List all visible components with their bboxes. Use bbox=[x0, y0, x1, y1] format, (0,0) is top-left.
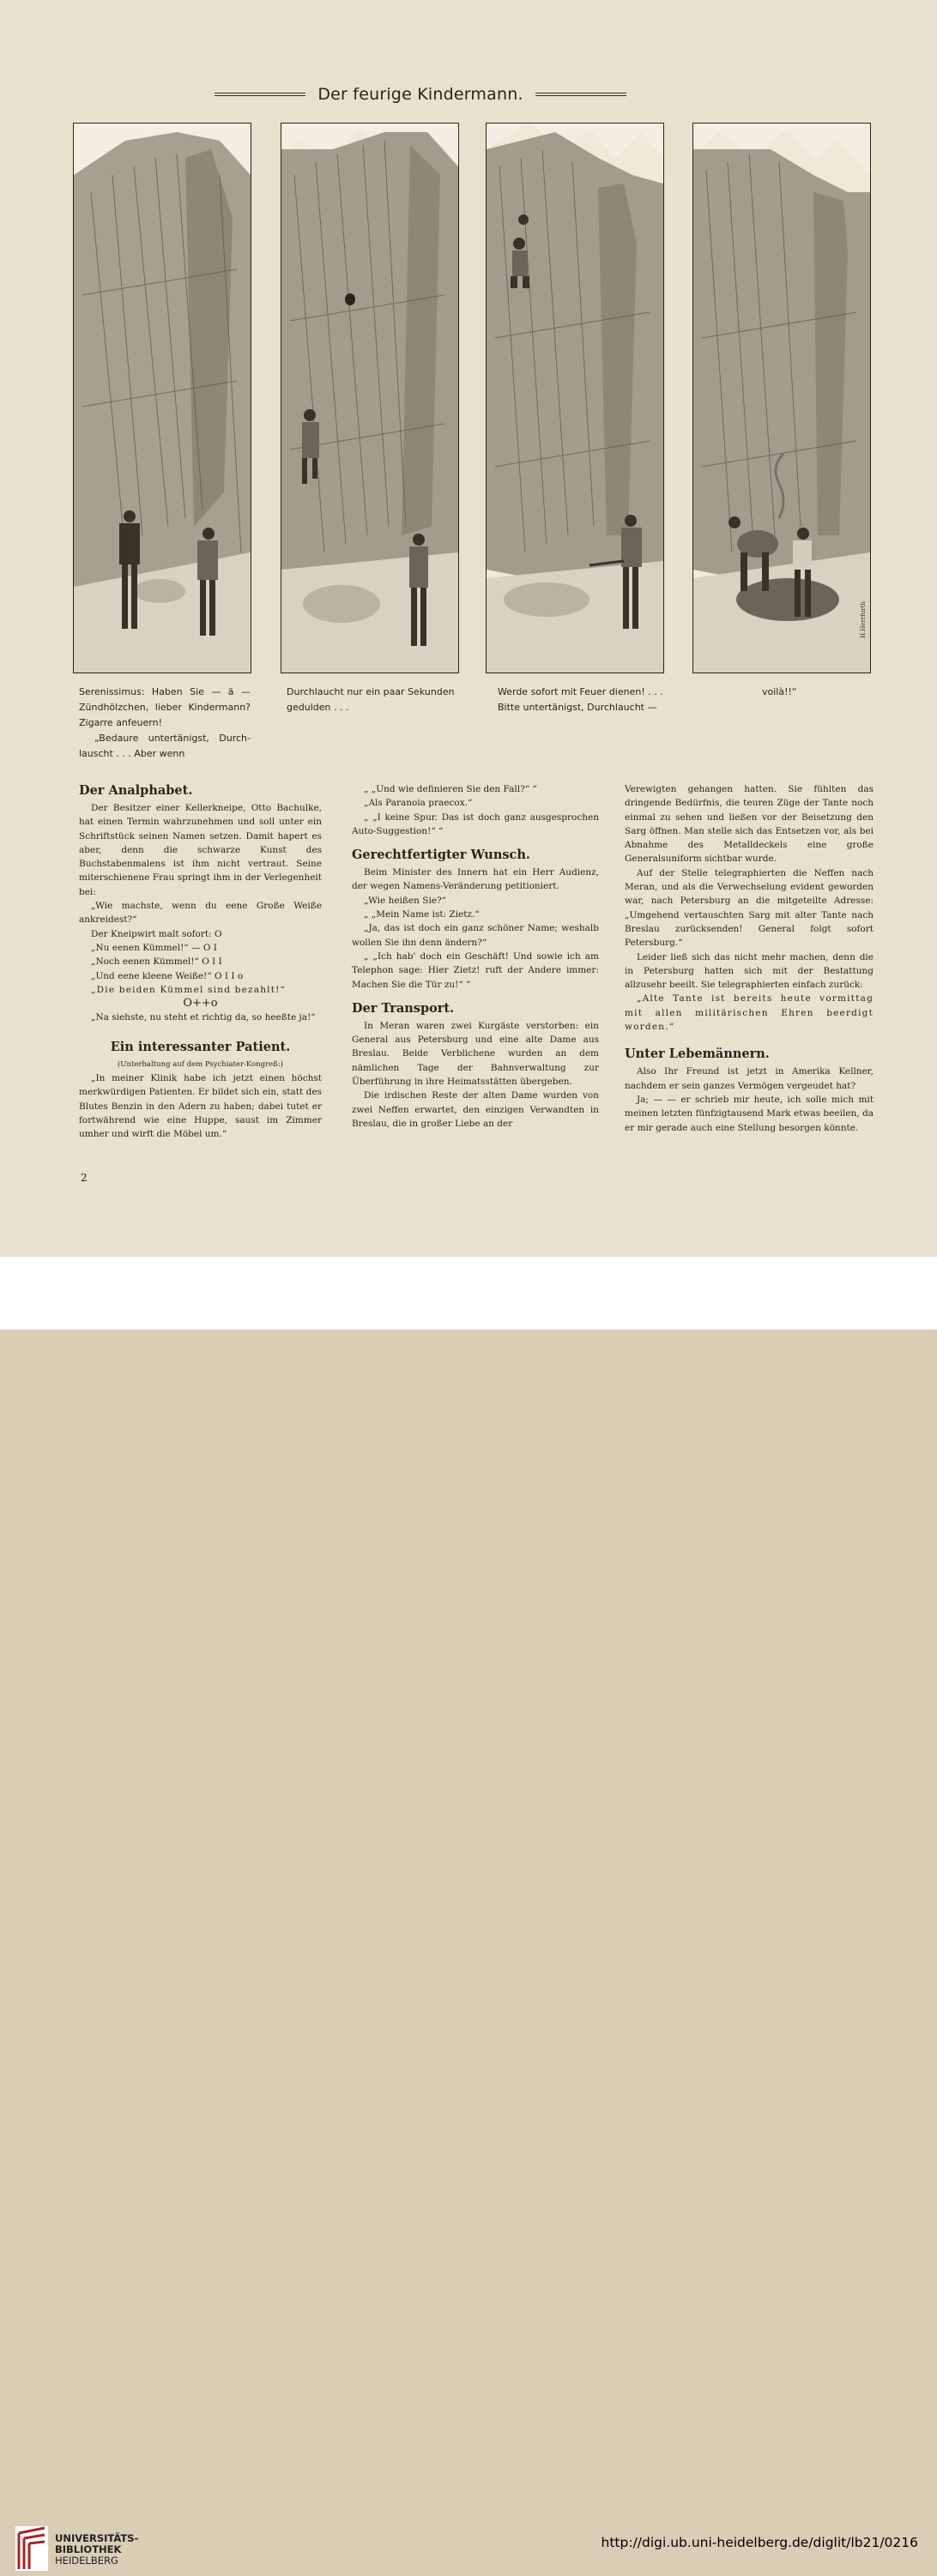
comic-panel-1 bbox=[73, 123, 251, 673]
page-title: Der feurige Kindermann. bbox=[317, 85, 523, 104]
page-number: 2 bbox=[81, 1172, 88, 1184]
analphabet-paragraph-2: „Wie machste, wenn du eene Große Weiße ankreidest?“ bbox=[79, 901, 322, 926]
logo-line-3: HEIDELBERG bbox=[55, 2555, 118, 2567]
transport-paragraph-5: Leider ließ sich das nicht mehr machen, denn die in Petersburg hatten sich mit der Bestattung allzusehr beeilt. Sie telegraphierten einfach zurück: bbox=[625, 951, 874, 991]
caption-2-text: Durchlaucht nur ein paar Sekunden gedulden . . . bbox=[287, 686, 455, 713]
analphabet-line-2: „Nu eenen Kümmel!“ — O I bbox=[91, 942, 217, 953]
analphabet-line-6: O++o bbox=[183, 997, 218, 1010]
wunsch-paragraph-1: Beim Minister des Innern hat ein Herr Audienz, der wegen Namens-Veränderung petitioniert. bbox=[352, 867, 599, 892]
caption-3-text: Werde sofort mit Feuer dienen! . . . Bitte untertänigst, Durchlaucht — bbox=[498, 686, 663, 713]
caption-4-text: voilà!!“ bbox=[762, 686, 797, 697]
library-logo-icon bbox=[14, 2525, 50, 2573]
caption-1 bbox=[79, 685, 251, 762]
analphabet-line-3: „Noch eenen Kümmel!“ O I I bbox=[91, 956, 222, 968]
wunsch-paragraph-2: „Wie heißen Sie?“ bbox=[364, 895, 447, 906]
heading-analphabet: Der Analphabet. bbox=[79, 783, 193, 798]
title-rule-right bbox=[535, 93, 626, 96]
transport-paragraph-6: „Alte Tante ist bereits heute vormittag mit allen militärischen Ehren beerdigt worden.“ bbox=[625, 993, 874, 1033]
logo-line-1: UNIVERSITÄTS- bbox=[55, 2532, 139, 2544]
lebemaenner-paragraph-1: Also Ihr Freund ist jetzt in Amerika Kellner, nachdem er sein ganzes Vermögen vergeudet hat? bbox=[625, 1066, 874, 1091]
wunsch-paragraph-3: „ „Mein Name ist: Zietz.“ bbox=[364, 909, 480, 920]
wunsch-paragraph-5: „ „Ich hab' doch ein Geschäft! Und sowie ich am Telephon sage: Hier Zietz! ruft der Andere immer: Machen Sie die Tür zu!“ “ bbox=[352, 950, 599, 990]
heading-interessanter-patient: Ein interessanter Patient. bbox=[110, 1039, 291, 1054]
patient-subtitle: (Unterhaltung auf dem Psychiater-Kongreß:) bbox=[117, 1059, 284, 1069]
patient-paragraph-1: „In meiner Klinik habe ich jetzt einen höchst merkwürdigen Patienten. Er bildet sich ein, statt des Blutes Benzin in den Adern zu haben; dabei tutet er fortwährend wie eine Huppe, saust im Zimmer umher und wirft die Möbel um.“ bbox=[79, 1073, 322, 1140]
logo-line-2: BIBLIOTHEK bbox=[55, 2543, 122, 2555]
analphabet-line-7: „Na siehste, nu steht et richtig da, so heeßte ja!“ bbox=[91, 1012, 316, 1023]
article-column-2 bbox=[352, 782, 599, 1131]
comic-panel-3 bbox=[486, 123, 664, 673]
comic-panel-4 bbox=[692, 123, 871, 673]
magazine-page bbox=[0, 0, 937, 1257]
caption-1-line-1: Serenissimus: Haben Sie — ä — Zündhölzchen, lieber Kindermann? Zigarre anfeuern! bbox=[79, 686, 251, 728]
patient-line-3: „ „I keine Spur. Das ist doch ganz ausgesprochen Auto-Suggestion!“ “ bbox=[352, 811, 599, 836]
title-rule-left bbox=[215, 93, 305, 96]
caption-3 bbox=[498, 685, 674, 715]
transport-paragraph-1: In Meran waren zwei Kurgäste verstorben: ein General aus Petersburg und eine alte Dame aus Breslau. Beide Verblichene wurden an dem nämlichen Tage der Bahnverwaltung zur Überführung in ihre Heimatsstätten übergeben. bbox=[352, 1020, 599, 1088]
footer-bar bbox=[0, 1257, 937, 2567]
heading-der-transport: Der Transport. bbox=[352, 1000, 455, 1016]
article-column-1 bbox=[79, 782, 322, 1142]
caption-4 bbox=[762, 685, 865, 700]
patient-line-2: „Als Paranoia praecox.“ bbox=[364, 798, 473, 809]
title-row bbox=[215, 81, 626, 107]
analphabet-paragraph-1: Der Besitzer einer Kellerkneipe, Otto Bachulke, hat einen Termin wahrzunehmen und soll unter ein Schriftstück seinen Namen setzen. Damit hapert es aber, denn die schwarze Kunst des Buchstabenmalens ist ihm nicht vertraut. Seine miterschienene Frau springt ihm in der Verlegenheit bei: bbox=[79, 803, 322, 897]
caption-1-line-2: „Bedaure untertänigst, Durch-lauscht . . . Aber wenn bbox=[79, 733, 251, 759]
caption-2 bbox=[287, 685, 462, 715]
wunsch-paragraph-4: „Ja, das ist doch ein ganz schöner Name; weshalb wollen Sie ihn denn ändern?“ bbox=[352, 923, 599, 948]
heading-unter-lebemaennern: Unter Lebemännern. bbox=[625, 1047, 770, 1062]
analphabet-line-5: „Die beiden Kümmel sind bezahlt!“ bbox=[91, 984, 287, 995]
comic-panel-2 bbox=[281, 123, 459, 673]
patient-line-1: „ „Und wie definieren Sie den Fall?“ “ bbox=[364, 784, 537, 794]
artist-signature: H.Herrfurth bbox=[860, 600, 867, 638]
heading-gerechtfertigter-wunsch: Gerechtfertigter Wunsch. bbox=[352, 848, 530, 863]
library-logo-text bbox=[55, 2533, 138, 2567]
transport-paragraph-4: Auf der Stelle telegraphierten die Neffen nach Meran, und als die Verwechselung evident geworden war, nach Petersburg an die mitgeteilte Adresse: „Umgehend vertauschten Sarg mit alter Tante nach Breslau zurücksenden! General folgt sofort Petersburg.“ bbox=[625, 867, 874, 949]
transport-paragraph-2: Die irdischen Reste der alten Dame wurden von zwei Neffen erwartet, den einzigen Verwandten in Breslau, die in großer Liebe an der bbox=[352, 1090, 599, 1129]
analphabet-line-4: „Und eene kleene Weiße!“ O I I o bbox=[91, 970, 244, 981]
transport-paragraph-3: Verewigten gehangen hatten. Sie fühlten das dringende Bedürfnis, die teuren Züge der Tante noch einmal zu sehen und ließen vor der Beisetzung den Sarg öffnen. Man stelle sich das Entsetzen vor, als bei Abnahme des Metalldeckels eine große Generalsuniform sichtbar wurde. bbox=[625, 784, 874, 865]
article-column-3 bbox=[625, 782, 874, 1135]
analphabet-line-1: Der Kneipwirt malt sofort: O bbox=[91, 928, 222, 939]
source-url-link[interactable]: http://digi.ub.uni-heidelberg.de/diglit/lb21/0216 bbox=[601, 2535, 918, 2550]
lebemaenner-paragraph-2: Ja; — — er schrieb mir heute, ich solle mich mit meinen letzten fünfzigtausend Mark etwas beeilen, da er mir gerade auch eine Stellung besorgen könnte. bbox=[625, 1094, 874, 1133]
